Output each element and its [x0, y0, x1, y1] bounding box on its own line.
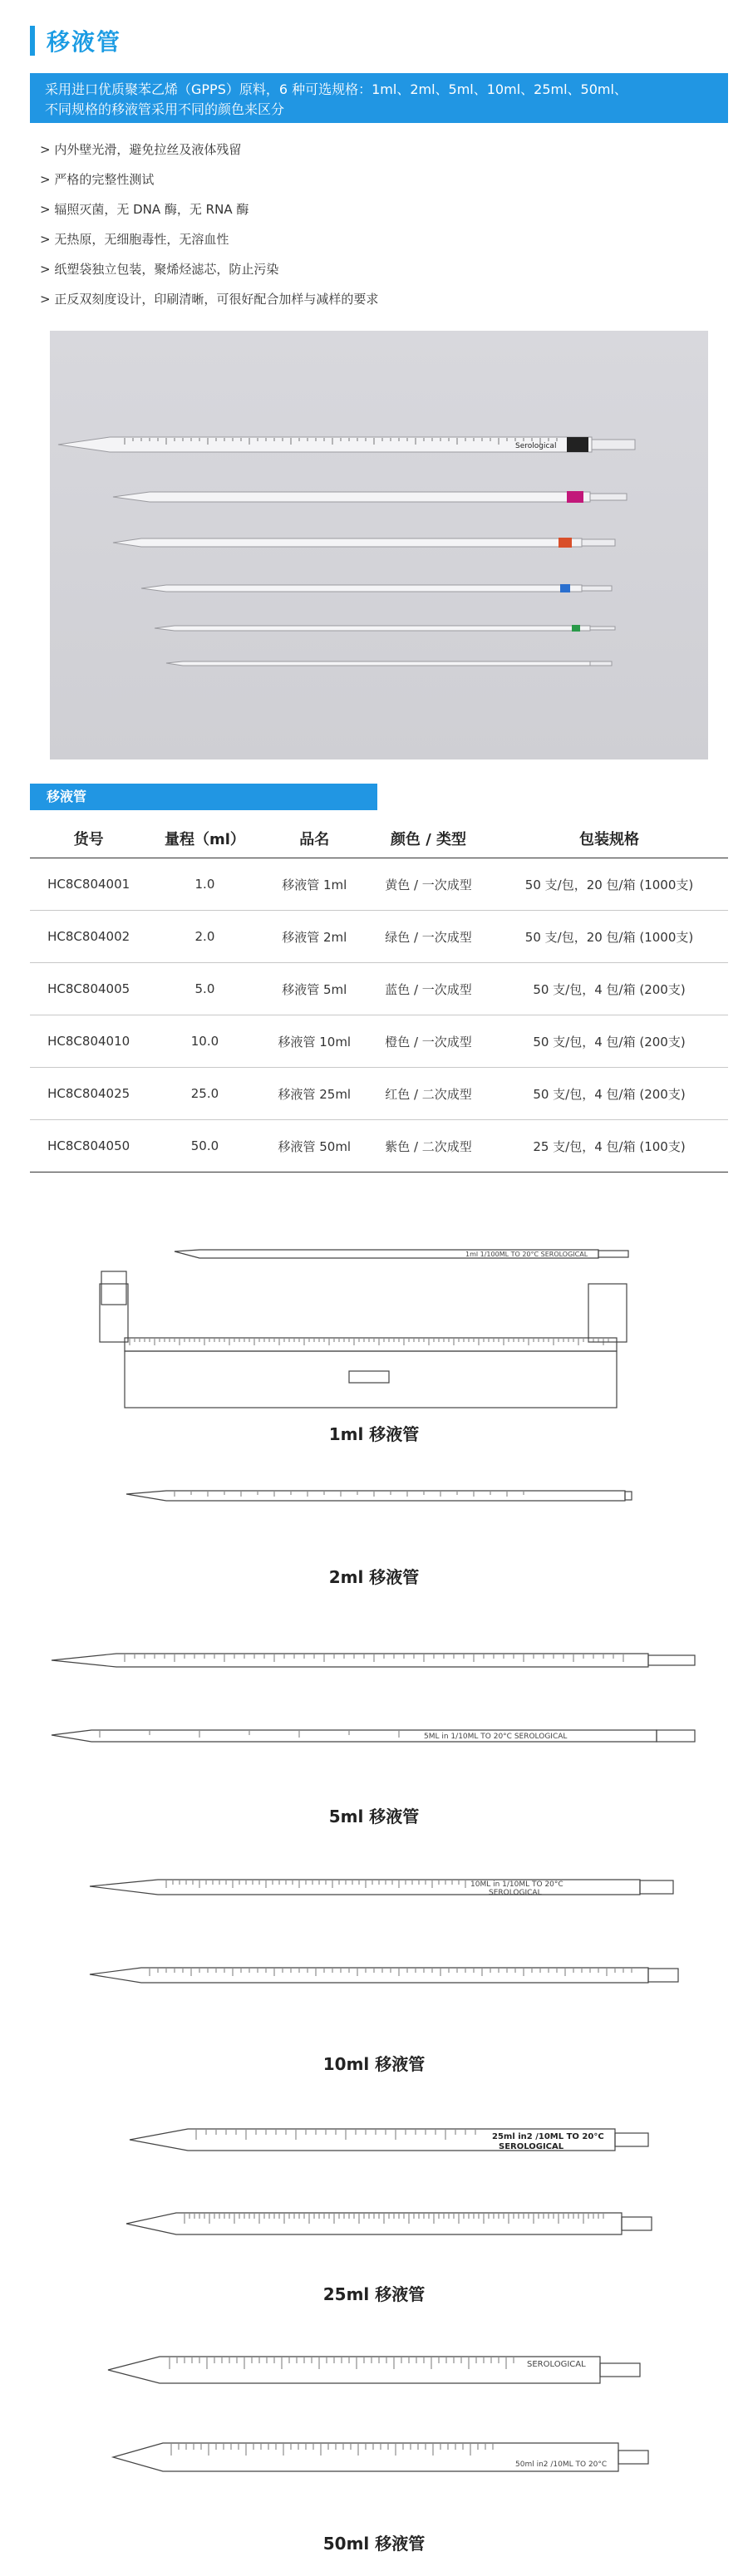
product-table	[30, 819, 728, 1172]
drawing-50ml-label-front: SEROLOGICAL	[527, 2360, 586, 2369]
drawing-5ml	[52, 1654, 695, 1742]
photo-brand-text: Serological	[515, 442, 557, 450]
drawing-5ml-label: 5ML in 1/10ML TO 20°C SEROLOGICAL	[424, 1733, 568, 1741]
caption-50ml: 50ml 移液管	[322, 2534, 426, 2554]
drawing-25ml-mouthpiece-front	[615, 2133, 648, 2146]
feature-item: > 内外壁光滑，避免拉丝及液体残留	[40, 142, 242, 157]
table-row	[30, 911, 728, 963]
table-header-row	[30, 819, 728, 858]
photo-band-2	[567, 491, 583, 503]
caption-5ml: 5ml 移液管	[328, 1807, 420, 1826]
photo-band-1	[567, 437, 588, 452]
photo-band-4	[560, 584, 570, 592]
cell-packing: 50 支/包，4 包/箱 (200支)	[490, 1068, 728, 1120]
cell-code: HC8C804050	[30, 1120, 147, 1172]
cell-packing: 25 支/包，4 包/箱 (100支)	[490, 1120, 728, 1172]
col-header-color-type: 颜色 / 类型	[367, 819, 490, 858]
cell-range: 50.0	[147, 1120, 262, 1172]
cell-packing: 50 支/包，20 包/箱 (1000支)	[490, 911, 728, 963]
cell-code: HC8C804005	[30, 963, 147, 1015]
drawing-5ml-ticks-front	[125, 1654, 623, 1662]
drawing-1ml-scale-bar	[125, 1338, 617, 1351]
intro-banner	[30, 73, 728, 123]
drawing-1ml-tray-right	[588, 1284, 627, 1342]
drawing-1ml-mouthpiece	[598, 1251, 628, 1257]
cell-name: 移液管 50ml	[263, 1120, 367, 1172]
photo-band-5	[572, 625, 580, 632]
drawing-25ml-label-1: 25ml in2 /10ML TO 20°C	[492, 2132, 604, 2141]
drawing-10ml-ticks-back	[150, 1969, 632, 1976]
drawing-25ml-label-2: SEROLOGICAL	[499, 2142, 564, 2151]
drawing-10ml-ticks-front	[166, 1880, 465, 1888]
drawing-25ml-ticks-front	[196, 2130, 475, 2140]
cell-name: 移液管 5ml	[263, 963, 367, 1015]
caption-25ml: 25ml 移液管	[322, 2284, 426, 2304]
cell-code: HC8C804025	[30, 1068, 147, 1120]
drawing-5ml-mouthpiece-back	[657, 1730, 695, 1742]
cell-range: 1.0	[147, 858, 262, 911]
intro-line-1: 采用进口优质聚苯乙烯（GPPS）原料，6 种可选规格：1ml、2ml、5ml、10ml、25ml、50ml、	[45, 81, 627, 97]
col-header-code: 货号	[30, 819, 147, 858]
drawing-50ml	[108, 2357, 648, 2471]
cell-code: HC8C804002	[30, 911, 147, 963]
cell-code: HC8C804001	[30, 858, 147, 911]
table-row	[30, 1015, 728, 1068]
cell-range: 25.0	[147, 1068, 262, 1120]
cell-color-type: 紫色 / 二次成型	[367, 1120, 490, 1172]
drawing-10ml-mouthpiece-front	[640, 1880, 673, 1894]
cell-packing: 50 支/包，4 包/箱 (200支)	[490, 1015, 728, 1068]
cell-color-type: 蓝色 / 一次成型	[367, 963, 490, 1015]
cell-name: 移液管 10ml	[263, 1015, 367, 1068]
cell-packing: 50 支/包，20 包/箱 (1000支)	[490, 858, 728, 911]
cell-color-type: 红色 / 二次成型	[367, 1068, 490, 1120]
cell-color-type: 黄色 / 一次成型	[367, 858, 490, 911]
photo-band-3	[559, 538, 572, 548]
drawing-1ml	[100, 1250, 628, 1408]
drawing-1ml-tray-slot	[349, 1371, 389, 1383]
feature-item: > 正反双刻度设计，印刷清晰，可很好配合加样与减样的要求	[40, 292, 379, 307]
technical-drawings	[0, 1222, 748, 2518]
drawing-10ml-mouthpiece-back	[648, 1969, 678, 1982]
intro-line-2: 不同规格的移液管采用不同的颜色来区分	[45, 101, 285, 117]
drawing-1ml-tray-base	[125, 1351, 617, 1408]
feature-item: > 纸塑袋独立包装，聚烯烃滤芯，防止污染	[40, 262, 279, 277]
drawing-50ml-mouthpiece-front	[600, 2363, 640, 2377]
drawing-1ml-tray-left	[100, 1284, 128, 1342]
caption-2ml: 2ml 移液管	[328, 1567, 420, 1587]
drawing-10ml	[90, 1880, 678, 1983]
cell-color-type: 橙色 / 一次成型	[367, 1015, 490, 1068]
drawing-50ml-ticks-back	[171, 2444, 493, 2456]
cell-packing: 50 支/包，4 包/箱 (200支)	[490, 963, 728, 1015]
table-row	[30, 858, 728, 911]
drawing-50ml-ticks-front	[170, 2357, 514, 2369]
product-photo	[50, 331, 708, 760]
feature-item: > 严格的完整性测试	[40, 172, 155, 187]
drawing-50ml-label-back: 50ml in2 /10ML TO 20°C	[515, 2460, 608, 2469]
photo-pipette-3	[113, 538, 615, 548]
caption-1ml: 1ml 移液管	[328, 1424, 420, 1444]
table-section-title: 移液管	[30, 784, 377, 810]
drawing-2ml-mouthpiece	[625, 1492, 632, 1500]
drawing-2ml-ticks	[175, 1492, 524, 1497]
table-row	[30, 963, 728, 1015]
cell-name: 移液管 1ml	[263, 858, 367, 911]
drawing-2ml	[126, 1491, 632, 1501]
col-header-packing: 包装规格	[490, 819, 728, 858]
table-row	[30, 1068, 728, 1120]
title-accent-bar	[30, 26, 35, 56]
drawing-1ml-label: 1ml 1/100ML TO 20°C SEROLOGICAL	[465, 1251, 588, 1258]
col-header-name: 品名	[263, 819, 367, 858]
drawing-50ml-mouthpiece-back	[618, 2451, 648, 2464]
photo-pipette-4	[141, 584, 612, 592]
cell-range: 10.0	[147, 1015, 262, 1068]
table-row	[30, 1120, 728, 1172]
cell-range: 2.0	[147, 911, 262, 963]
photo-pipette-6	[166, 661, 612, 666]
feature-item: > 无热原，无细胞毒性，无溶血性	[40, 232, 229, 247]
drawing-5ml-pipette-front	[52, 1654, 648, 1667]
drawing-2ml-pipette	[126, 1491, 625, 1501]
feature-item: > 辐照灭菌，无 DNA 酶，无 RNA 酶	[40, 202, 249, 217]
photo-pipette-5	[155, 625, 615, 632]
photo-pipette-2	[113, 491, 627, 503]
pipettes-photo-svg	[50, 331, 708, 760]
drawing-10ml-label-2: SEROLOGICAL	[489, 1889, 542, 1897]
drawing-5ml-ticks-back	[100, 1731, 399, 1738]
cell-color-type: 绿色 / 一次成型	[367, 911, 490, 963]
page-header	[30, 25, 121, 57]
cell-code: HC8C804010	[30, 1015, 147, 1068]
drawing-1ml-ticks	[130, 1339, 608, 1345]
cell-range: 5.0	[147, 963, 262, 1015]
drawing-1ml-clip-left	[101, 1271, 126, 1305]
drawing-25ml-mouthpiece-back	[622, 2217, 652, 2230]
page-title: 移液管	[47, 28, 122, 56]
drawing-10ml-pipette-back	[90, 1968, 648, 1983]
feature-list	[40, 141, 378, 321]
drawing-5ml-mouthpiece-front	[648, 1655, 695, 1665]
drawing-10ml-label-1: 10ML in 1/10ML TO 20°C	[470, 1880, 563, 1889]
caption-10ml: 10ml 移液管	[322, 2054, 426, 2074]
drawing-25ml	[126, 2129, 652, 2234]
drawing-25ml-ticks-back	[185, 2214, 603, 2224]
cell-name: 移液管 25ml	[263, 1068, 367, 1120]
cell-name: 移液管 2ml	[263, 911, 367, 963]
col-header-range: 量程（ml）	[147, 819, 262, 858]
